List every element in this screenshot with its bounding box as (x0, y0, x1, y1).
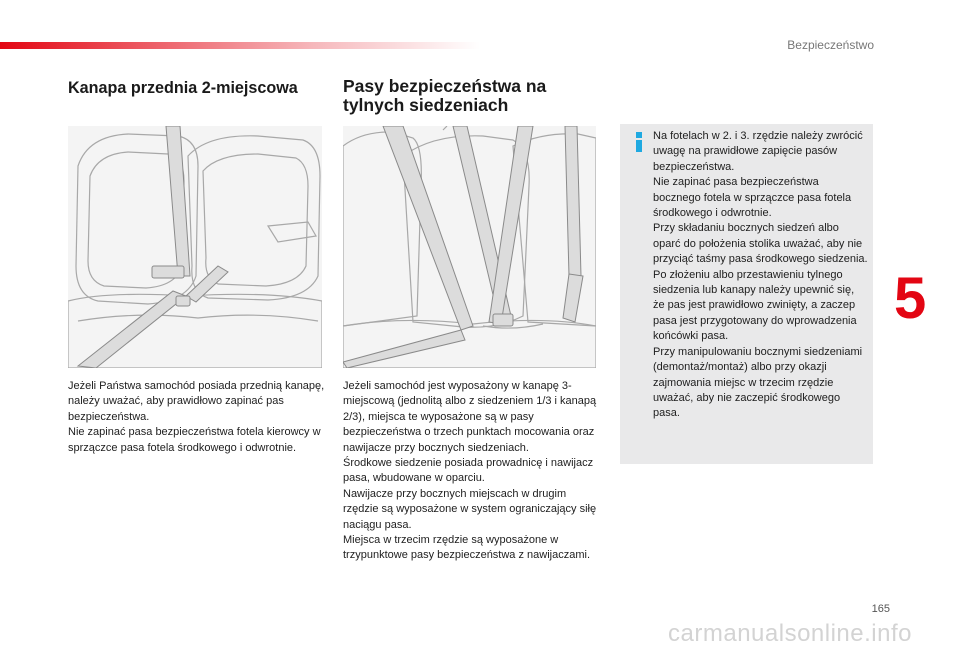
front-bench-drawing (68, 126, 322, 368)
info-box (620, 124, 873, 464)
right-heading-line2: tylnych siedzeniach (343, 95, 509, 115)
info-icon (630, 132, 648, 154)
right-heading-line1: Pasy bezpieczeństwa na (343, 76, 547, 96)
page-number: 165 (871, 603, 890, 615)
info-paragraph-1: Na fotelach w 2. i 3. rzędzie należy zwrócić uwagę na prawidłowe zapięcie pasów bezpieczeństwa. (653, 130, 863, 173)
info-paragraph-2: Nie zapinać pasa bezpieczeństwa bocznego fotela w sprzączce pasa fotela środkowego i odwrotnie. (653, 176, 852, 220)
info-text (653, 129, 868, 422)
info-paragraph-5: Przy manipulowaniu bocznymi siedzeniami (demontaż/montaż) albo przy okazji zajmowania miejsc w trzecim rzędzie uważać, aby nie zaczepić środkowego pasa. (653, 345, 863, 420)
right-paragraph-4: Miejsca w trzecim rzędzie są wyposażone w trzypunktowe pasy bezpieczeństwa z nawijaczami. (343, 534, 591, 562)
front-bench-illustration (68, 126, 322, 368)
right-heading (343, 77, 623, 115)
right-body-text (343, 379, 599, 564)
rear-seats-drawing (343, 126, 596, 368)
right-paragraph-2: Środkowe siedzenie posiada prowadnicę i nawijacz pasa, wbudowane w oparciu. (343, 457, 594, 485)
header-accent-bar (0, 42, 480, 49)
info-paragraph-4: Po złożeniu albo przestawieniu tylnego siedzenia lub kanapy należy upewnić się, że pas jest prawidłowo zwinięty, a zaczep pasa jest przygotowany do wprowadzenia końcówki pasa. (653, 268, 857, 343)
left-body-text (68, 379, 330, 456)
rear-seats-illustration (343, 126, 596, 368)
left-heading: Kanapa przednia 2-miejscowa (68, 78, 298, 97)
right-paragraph-3: Nawijacze przy bocznych miejscach w drugim rzędzie są wyposażone w system ograniczający siłę naciągu pasa. (343, 487, 597, 531)
section-name: Bezpieczeństwo (787, 38, 874, 52)
left-paragraph-2: Nie zapinać pasa bezpieczeństwa fotela kierowcy w sprzączce pasa fotela środkowego i odwrotnie. (68, 426, 321, 454)
right-paragraph-1: Jeżeli samochód jest wyposażony w kanapę 3-miejscową (jednolitą albo z siedzeniem 1/3 i kanapą 2/3), miejsca te wyposażone są w pasy bezpieczeństwa o trzech punktach mocowania oraz nawijacze przy bocznych siedzeniach. (343, 380, 597, 454)
info-paragraph-3: Przy składaniu bocznych siedzeń albo oparć do położenia stolika uważać, aby nie przyciąć taśmy pasa środkowego siedzenia. (653, 222, 868, 266)
left-paragraph-1: Jeżeli Państwa samochód posiada przednią kanapę, należy uważać, aby prawidłowo zapinać pas bezpieczeństwa. (68, 380, 325, 423)
watermark: carmanualsonline.info (668, 620, 912, 647)
chapter-number: 5 (894, 266, 927, 331)
